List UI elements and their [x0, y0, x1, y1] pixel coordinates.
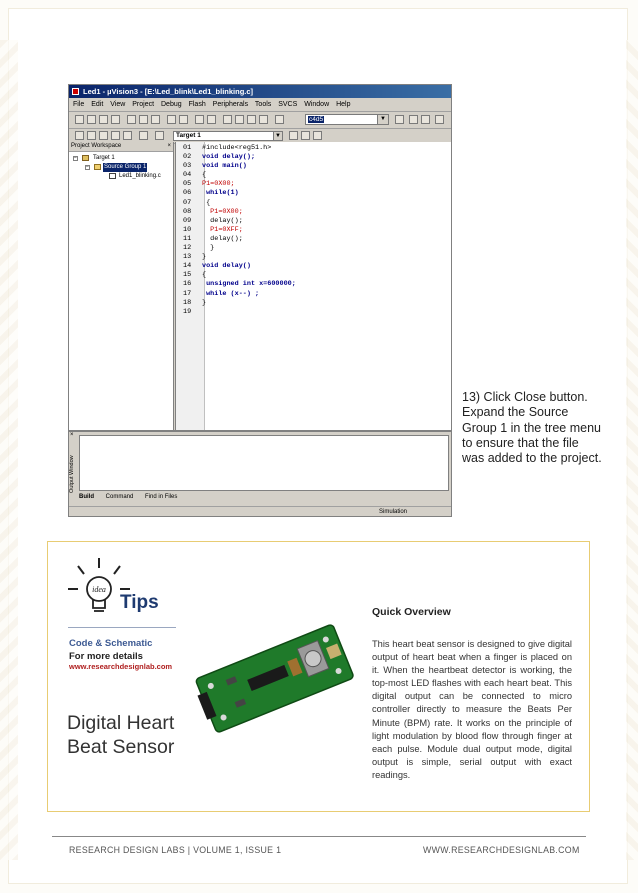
tab-build[interactable]: Build: [79, 494, 94, 500]
find-in-files-icon[interactable]: [275, 115, 284, 124]
folder-icon: [94, 164, 101, 170]
components-icon[interactable]: [289, 131, 298, 140]
target-options-icon[interactable]: [155, 131, 164, 140]
target-select[interactable]: [173, 131, 283, 141]
code-line: [176, 280, 452, 289]
menu-view[interactable]: View: [110, 101, 126, 108]
heart-beat-sensor-photo: [188, 612, 358, 742]
status-bar: [69, 506, 451, 517]
decorative-border-right: [626, 40, 638, 860]
tips-title: Tips: [120, 592, 159, 613]
code-line: [176, 153, 452, 162]
line-number: 07: [183, 198, 192, 207]
line-number: 03: [183, 162, 192, 171]
collapse-icon[interactable]: −: [86, 164, 89, 170]
copy-icon[interactable]: [139, 115, 148, 124]
quick-overview-heading: Quick Overview: [372, 606, 451, 618]
line-number: 06: [183, 189, 192, 198]
menu-window[interactable]: Window: [304, 101, 330, 108]
ide-menu-bar: [69, 98, 451, 112]
next-icon[interactable]: [421, 115, 430, 124]
line-number: 13: [183, 253, 192, 262]
line-number: 15: [183, 271, 192, 280]
new-file-icon[interactable]: [75, 115, 84, 124]
redo-icon[interactable]: [179, 115, 188, 124]
code-line: [176, 217, 452, 226]
line-number: 01: [183, 144, 192, 152]
code-line: [176, 226, 452, 235]
code-text: void delay();: [202, 153, 256, 162]
books-icon[interactable]: [313, 131, 322, 140]
build-icon[interactable]: [87, 131, 96, 140]
uvision-app-icon: [72, 88, 79, 95]
prev-icon[interactable]: [409, 115, 418, 124]
rebuild-icon[interactable]: [99, 131, 108, 140]
code-text: P1=0X00;: [202, 180, 235, 189]
tab-command[interactable]: Command: [105, 494, 134, 500]
code-text: void delay(): [202, 262, 251, 271]
code-text: delay();: [202, 216, 243, 225]
open-file-icon[interactable]: [87, 115, 96, 124]
more-details-label: For more details: [69, 651, 143, 662]
product-title: Digital Heart Beat Sensor: [67, 712, 175, 758]
tree-file-label: Led1_blinking.c: [119, 173, 161, 179]
code-lines: [176, 144, 452, 317]
c-file-icon: [109, 173, 116, 179]
workspace-title: Project Workspace: [71, 143, 122, 149]
tab-find-in-files[interactable]: Find in Files: [145, 494, 178, 500]
code-schematic-heading: Code & Schematic: [69, 638, 153, 649]
footer-website[interactable]: WWW.RESEARCHDESIGNLAB.COM: [423, 845, 580, 855]
menu-help[interactable]: Help: [336, 101, 351, 108]
tree-item-file[interactable]: [69, 172, 173, 181]
output-pane[interactable]: [79, 435, 449, 491]
unindent-icon[interactable]: [207, 115, 216, 124]
line-number: 14: [183, 262, 192, 271]
target-icon: [82, 155, 89, 161]
code-line: [176, 308, 452, 317]
line-number: 08: [183, 207, 192, 216]
code-line: [176, 235, 452, 244]
ide-toolbar-main: [69, 112, 451, 129]
line-number: 09: [183, 216, 192, 225]
ide-title-bar: [69, 85, 451, 98]
menu-edit[interactable]: Edit: [91, 101, 104, 108]
compile-icon[interactable]: [75, 131, 84, 140]
batch-build-icon[interactable]: [111, 131, 120, 140]
line-number: 19: [183, 307, 192, 316]
code-text: unsigned int x=600000;: [202, 280, 296, 289]
menu-svcs[interactable]: SVCS: [278, 101, 298, 108]
decorative-border-left: [0, 40, 18, 860]
line-number: 16: [183, 280, 192, 289]
code-line: [176, 299, 452, 308]
bookmark-next-icon[interactable]: [247, 115, 256, 124]
code-line: [176, 180, 452, 189]
code-text: void main(): [202, 162, 247, 171]
code-text: #include<reg51.h>: [202, 144, 272, 152]
menu-file[interactable]: File: [73, 101, 85, 108]
output-close-icon[interactable]: ×: [70, 432, 74, 438]
save-all-icon[interactable]: [111, 115, 120, 124]
file-extensions-icon[interactable]: [301, 131, 310, 140]
paste-icon[interactable]: [151, 115, 160, 124]
footer-divider: [52, 836, 586, 837]
footer-publication: RESEARCH DESIGN LABS | VOLUME 1, ISSUE 1: [69, 845, 282, 855]
tree-group-label: Source Group 1: [104, 164, 147, 170]
code-text: {: [202, 271, 207, 280]
code-line: [176, 162, 452, 171]
output-window: [69, 430, 451, 517]
find-combo-value: c4d5: [309, 116, 324, 123]
menu-peripherals[interactable]: Peripherals: [212, 101, 249, 108]
code-text: delay();: [202, 234, 243, 243]
code-text: {: [202, 171, 207, 180]
undo-icon[interactable]: [167, 115, 176, 124]
bookmark-prev-icon[interactable]: [235, 115, 244, 124]
menu-flash[interactable]: Flash: [188, 101, 206, 108]
menu-tools[interactable]: Tools: [254, 101, 272, 108]
code-line: [176, 253, 452, 262]
output-window-label: Output Window: [69, 455, 75, 493]
target-select-value: Target 1: [176, 132, 201, 139]
tree-target-label: Target 1: [93, 155, 115, 161]
code-text: }: [202, 253, 207, 262]
code-text: {: [202, 198, 211, 207]
menu-debug[interactable]: Debug: [161, 101, 182, 108]
line-number: 02: [183, 153, 192, 162]
tree-item-source-group[interactable]: [69, 163, 173, 172]
code-line: [176, 189, 452, 198]
line-number: 10: [183, 225, 192, 234]
code-text: }: [202, 298, 207, 307]
ide-screenshot: [68, 84, 452, 517]
stop-build-icon[interactable]: [123, 131, 132, 140]
indent-icon[interactable]: [195, 115, 204, 124]
binoculars-icon[interactable]: [395, 115, 404, 124]
tree-item-target[interactable]: [69, 154, 173, 163]
download-icon[interactable]: [139, 131, 148, 140]
code-line: [176, 271, 452, 280]
line-number: 18: [183, 298, 192, 307]
code-line: [176, 144, 452, 153]
code-line: [176, 262, 452, 271]
code-line: [176, 208, 452, 217]
step-caption: 13) Click Close button. Expand the Source Group 1 in the tree menu to ensure that the file was added to the project.: [462, 390, 602, 466]
tips-divider: [68, 627, 176, 628]
bookmark-clear-icon[interactable]: [259, 115, 268, 124]
collapse-icon[interactable]: −: [74, 155, 77, 161]
line-number: 17: [183, 289, 192, 298]
website-link[interactable]: www.researchdesignlab.com: [69, 662, 173, 671]
chevron-down-icon[interactable]: ▼: [377, 115, 388, 124]
code-text: }: [202, 244, 215, 253]
workspace-close-icon[interactable]: ×: [167, 143, 171, 149]
code-line: [176, 171, 452, 180]
quick-overview-body: This heart beat sensor is designed to give digital output of heart beat when a finger is placed on it. When the heartbeat detector is working, the top-most LED flashes with each heart beat. This digital output can be connected to micro controller directly to measure the Beats Per Minute (BPM) rate. It works on the principle of light modulation by blood flow through finger at each pulse. Module dual output mode, digital output is simple, serial output with exact readings.: [372, 639, 572, 780]
code-text: P1=0XFF;: [202, 225, 243, 234]
config-icon[interactable]: [435, 115, 444, 124]
line-number: 04: [183, 171, 192, 180]
bookmark-icon[interactable]: [223, 115, 232, 124]
bulb-text: idea: [92, 585, 106, 594]
code-text: P1=0X00;: [202, 207, 243, 216]
find-combo[interactable]: [305, 114, 389, 125]
project-tree: [69, 152, 173, 181]
output-tabs: [79, 492, 447, 503]
code-text: while(1): [202, 189, 239, 198]
status-mode: Simulation: [379, 509, 408, 515]
code-line: [176, 290, 452, 299]
code-text: while (x--) ;: [202, 289, 260, 298]
cut-icon[interactable]: [127, 115, 136, 124]
code-line: [176, 199, 452, 208]
line-number: 12: [183, 244, 192, 253]
code-line: [176, 244, 452, 253]
menu-project[interactable]: Project: [132, 101, 155, 108]
tips-box: [47, 541, 590, 812]
line-number: 05: [183, 180, 192, 189]
chevron-down-icon[interactable]: ▼: [273, 132, 282, 140]
workspace-header: [69, 142, 173, 152]
line-number: 11: [183, 234, 192, 243]
save-icon[interactable]: [99, 115, 108, 124]
ide-window-title: Led1 - µVision3 - [E:\Led_blink\Led1_blinking.c]: [83, 87, 254, 96]
